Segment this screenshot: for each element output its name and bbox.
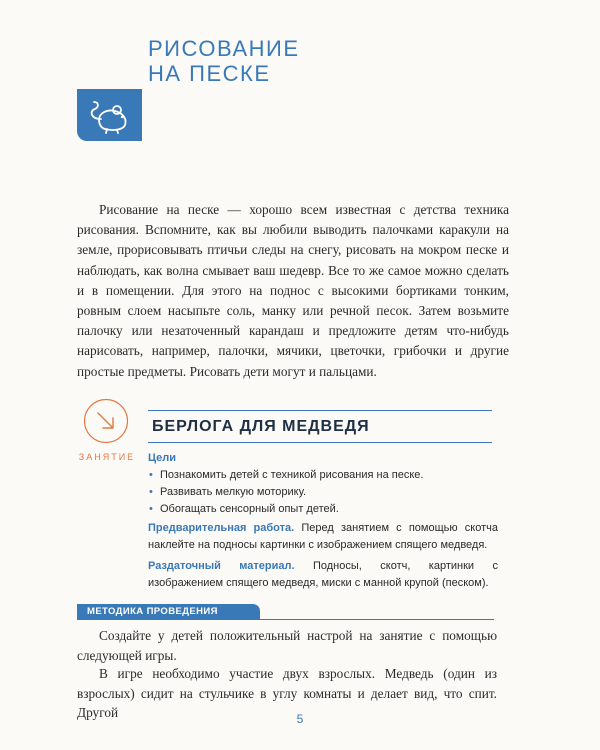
lesson-label: ЗАНЯТИЕ (78, 452, 136, 462)
arrow-down-right-icon (83, 398, 129, 444)
lesson-title-rule-bottom (148, 442, 492, 443)
mouse-icon (77, 89, 142, 141)
list-item: • Познакомить детей с техникой рисования на песке. (148, 467, 498, 484)
title-line-1: РИСОВАНИЕ (148, 36, 300, 61)
lesson-title: БЕРЛОГА ДЛЯ МЕДВЕДЯ (152, 418, 370, 435)
method-paragraph-2: В игре необходимо участие двух взрослых. Медведь (один из взрослых) сидит на стульчике в углу комнаты и делает вид, что спит. Другой (77, 666, 497, 720)
title-line-2: НА ПЕСКЕ (148, 61, 271, 86)
goals-heading: Цели (148, 452, 177, 464)
method-rule (260, 619, 494, 620)
material-section (148, 558, 498, 592)
page-number: 5 (296, 712, 304, 726)
page-title (148, 36, 300, 86)
prep-heading: Предварительная работа. (148, 522, 295, 534)
lesson-title-rule-top (148, 410, 492, 411)
goals-list (148, 467, 498, 518)
material-heading: Раздаточный материал. (148, 560, 295, 572)
prep-section (148, 520, 498, 554)
material-text: Подносы, скотч, картинки с изображением спящего медведя, миски с манной крупой (песком). (148, 560, 498, 589)
goals-section (148, 450, 498, 518)
section-logo (77, 89, 142, 141)
method-paragraph-1: Создайте у детей положительный настрой на занятие с помощью следующей игры. (77, 628, 497, 663)
method-heading: МЕТОДИКА ПРОВЕДЕНИЯ (77, 604, 260, 620)
intro-paragraph: Рисование на песке — хорошо всем известная с детства техника рисования. Вспомните, как вы любили выводить палочками каракули на земле, прорисовывать птичьи следы на снегу, рисовать на мокром песке и наблюдать, как волна смывает ваш шедевр. Все то же самое можно сделать и в помещении. Для этого на поднос с высокими бортиками тонким, ровным слоем насыпьте соль, манку или речной песок. Затем возьмите палочку или незаточенный карандаш и предложите детям что-нибудь нарисовать, например, палочки, мячики, цветочки, грибочки и другие простые предметы. Рисовать дети могут и пальцами. (77, 202, 509, 379)
prep-text: Перед занятием с помощью скотча наклейте на подносы картинки с изображением спящего медведя. (148, 522, 498, 551)
list-item: • Обогащать сенсорный опыт детей. (148, 501, 498, 518)
list-item: • Развивать мелкую моторику. (148, 484, 498, 501)
